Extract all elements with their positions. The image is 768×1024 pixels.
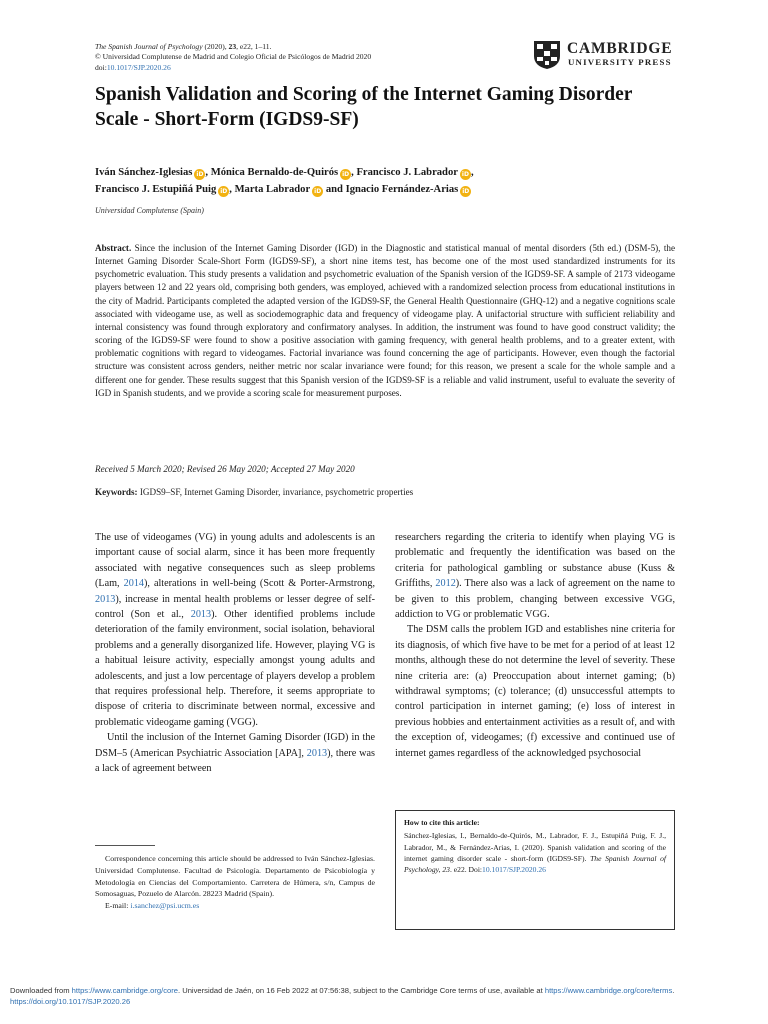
text-run: ), increase in mental health problems or lesser degree of self-control (Son et al.,: [95, 593, 375, 621]
text-run: Until the inclusion of the Internet Gaming Disorder (IGD) in the DSM–5 (American Psychiatric Association [APA],: [95, 732, 375, 759]
author-separator: ,: [229, 183, 235, 195]
text-run: ), there was a lack of agreement between: [95, 747, 376, 775]
text-run: researchers regarding the criteria to identify when playing VG is problematic and frequently the identification was based on the criteria for pathological gambling or substance abuse (Kuss & Griffiths,: [395, 532, 675, 590]
journal-citation-line: [95, 42, 371, 52]
author-name: Ignacio Fernández-Arias: [345, 183, 459, 195]
orcid-icon[interactable]: iD: [314, 187, 322, 195]
cite-doi-link[interactable]: 10.1017/SJP.2020.26: [482, 865, 546, 875]
citation-link[interactable]: 2013: [306, 747, 328, 759]
author-name: Francisco J. Estupiñá Puig: [95, 183, 217, 195]
cambridge-logo: [533, 40, 673, 72]
abstract-label: Abstract.: [95, 243, 132, 253]
journal-volume: 23: [228, 42, 237, 51]
how-to-cite-box: [395, 810, 675, 930]
journal-pages: , e22, 1–11.: [236, 42, 272, 51]
logo-line-2: UNIVERSITY PRESS: [568, 57, 672, 67]
journal-year: (2020),: [202, 42, 229, 51]
received-dates: Received 5 March 2020; Revised 26 May 2020; Accepted 27 May 2020: [95, 464, 355, 474]
abstract: [95, 242, 675, 400]
keywords: [95, 487, 413, 497]
terms-link[interactable]: https://www.cambridge.org/core/terms: [544, 986, 673, 995]
body-paragraph: The DSM calls the problem IGD and establishes nine criteria for its diagnosis, of which five have to be met for a period of at least 12 months, although these do not determine the level of severity. These nine criteria are: (a) Preoccupation about internet gaming; (b) withdrawal symptoms; (c) tolerance; (d) unsuccessful attempts to control participation in internet gaming; (e) loss of interest in previous hobbies and entertainment activities as a result of, and with the exception of, videogames; (f) excessive and continued use of internet games regardless of the acknowledged psychosocial: [395, 624, 675, 759]
cite-heading: How to cite this article:: [404, 818, 480, 827]
orcid-icon[interactable]: iD: [220, 187, 228, 195]
citation-link[interactable]: 2013: [95, 593, 116, 605]
journal-name: The Spanish Journal of Psychology: [95, 42, 203, 51]
article-doi-link[interactable]: https://doi.org/10.1017/SJP.2020.26: [10, 997, 131, 1007]
citation-link[interactable]: 2013: [190, 609, 212, 621]
affiliation: Universidad Complutense (Spain): [95, 206, 204, 215]
doi-line: [95, 63, 371, 73]
left-column: [95, 530, 375, 777]
abstract-text: Since the inclusion of the Internet Gaming Disorder (IGD) in the Diagnostic and statistical manual of mental disorders (5th ed.) (DSM-5), the Internet Gaming Disorder Scale-Short Form (IGDS9-SF), a short nine items test, has become one of the most used standardized instruments for its psychometric evaluation. This study presents a validation and psychometric evaluation of the Spanish version of the IGDS9-SF. A sample of 2173 videogame players between 12 and 22 years old, comprising both genders, was employed, achieved with a randomized selection process from educational institutions in the city of Madrid. Participants completed the adapted version of the IGDS9-SF, the General Health Questionnaire (GHQ-12) and a negative cognitions scale associated with videogame use, as well as sociodemographic data and frequency of videogame play. A unifactorial structure with sufficient reliability and internal consistency was found through exploratory and confirmatory analyses. In addition, the instrument was found to have good construct validity; the scoring of the IGDS9-SF were found to show a positive association with gaming frequency, with general health problems, and to a greater extent, with problematic cognitions with regard to videogames. Factorial invariance was found concerning the age of participants. However, even though the factorial structure was consistent across genders, neither metric nor scalar invariance were found; for this reason, we present a scale for the whole sample and a different one for gender. These results suggest that this Spanish version of the IGDS9-SF is a reliable and valid instrument, useful to evaluate the severity of IGD in Spanish students, and we provide a scoring scale for measurement purposes.: [95, 243, 675, 398]
citation-link[interactable]: 2014: [123, 578, 144, 590]
citation-link[interactable]: 2012: [435, 578, 456, 590]
author-list: [95, 165, 655, 198]
author-name: Mónica Bernaldo-de-Quirós: [210, 167, 339, 178]
text-run: ), alterations in well-being (Scott & Porter-Armstrong,: [144, 578, 375, 590]
journal-info: [95, 42, 371, 73]
text-run: Downloaded from: [10, 986, 72, 995]
footnote-email-line: [95, 900, 375, 912]
logo-line-1: CAMBRIDGE: [567, 40, 673, 57]
footnote-text: Correspondence concerning this article should be addressed to Iván Sánchez-Iglesias. Universidad Complutense. Facultad de Psicología. Departamento de Psicobiología y Metodología en Ciencias del Comportamiento. Carretera de Húmera, s/n, Campus de Somosaguas, Pozuelo de Alarcón. 28223 Madrid (Spain).: [95, 854, 375, 899]
footnote-divider: [95, 845, 155, 846]
author-name: Iván Sánchez-Iglesias: [95, 167, 193, 178]
author-separator: ,: [470, 167, 474, 178]
body-paragraph: [95, 730, 375, 776]
cite-text: [404, 830, 666, 875]
text-run: ). Other identified problems include deterioration of the family environment, social isolation, behavioral problems and a generally disorganized life. However, playing VG is a habitual leisure activity, especially amongst young adults and adolescents, and just a low percentage of players develop a problem that requires professional help. Therefore, it seems appropriate to dispose of criteria to discriminate between normal, excessive and problematic videogame gaming (VGG).: [95, 609, 376, 728]
article-title: Spanish Validation and Scoring of the Internet Gaming Disorder Scale - Short-Form (IGDS9-SF): [95, 84, 633, 130]
orcid-icon[interactable]: iD: [342, 171, 350, 178]
keywords-label: Keywords:: [95, 487, 138, 497]
text-run: .: [672, 986, 675, 995]
text-run: . e22. Doi:: [449, 865, 483, 875]
text-run: . Universidad de Jaén, on 16 Feb 2022 at 07:56:38, subject to the Cambridge Core terms of use, available at: [178, 986, 545, 995]
orcid-icon[interactable]: iD: [462, 187, 470, 195]
download-notice: [10, 985, 760, 1008]
author-separator: and: [323, 183, 346, 195]
doi-label: doi:: [95, 62, 107, 72]
email-link[interactable]: i.sanchez@psi.ucm.es: [130, 901, 200, 911]
author-separator: ,: [351, 167, 357, 178]
right-column: [395, 530, 675, 761]
cite-journal: The Spanish Journal of Psychology, 23: [404, 853, 666, 875]
author-name: Marta Labrador: [234, 183, 311, 195]
text-run: ). There also was a lack of agreement on the name to be given to this problem, changing between excessive VGG, addiction to VG or problematic VGG.: [395, 578, 675, 621]
copyright-line: © Universidad Complutense de Madrid and Colegio Oficial de Psicólogos de Madrid 2020: [95, 52, 372, 62]
orcid-icon[interactable]: iD: [196, 171, 204, 178]
body-paragraph: [95, 530, 375, 730]
text-run: The use of videogames (VG) in young adults and adolescents is an important cause of social alarm, since it has been more frequently associated with negative consequences such as sleep problems (Lam,: [95, 532, 375, 590]
author-separator: ,: [205, 167, 211, 178]
doi-link[interactable]: 10.1017/SJP.2020.26: [106, 62, 171, 72]
body-paragraph: [395, 530, 675, 622]
author-name: Francisco J. Labrador: [356, 167, 458, 178]
text-run: Sánchez-Iglesias, I., Bernaldo-de-Quirós, M., Labrador, F. J., Estupiñá Puig, F. J., Labrador, M., & Fernández-Arias, I. (2020). Spanish validation and scoring of the internet gaming disorder scale - short-form (IGDS9-SF).: [404, 831, 666, 863]
cambridge-core-link[interactable]: https://www.cambridge.org/core: [71, 986, 178, 995]
orcid-icon[interactable]: iD: [461, 171, 469, 178]
keywords-text: IGDS9–SF, Internet Gaming Disorder, invariance, psychometric properties: [137, 487, 414, 497]
correspondence-footnote: [95, 853, 375, 912]
cambridge-crest-icon: [533, 40, 561, 70]
email-label: E-mail:: [105, 901, 131, 911]
